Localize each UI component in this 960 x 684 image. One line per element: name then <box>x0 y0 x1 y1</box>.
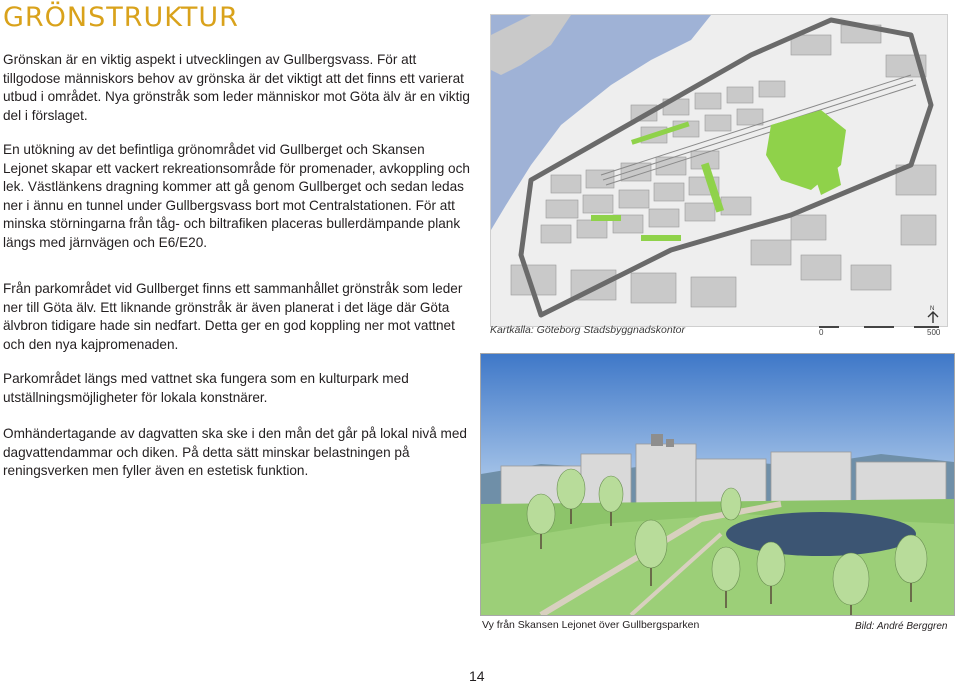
north-label: N <box>930 306 935 312</box>
paragraph-gronstrak: Från parkområdet vid Gullberget finns ett sammanhållet grönstråk som leder ner till Göta älv. Ett liknande grönstråk är även planerat i det läge där Göta älvbron tidigare hade sin nedfart. Detta ger en god koppling ner mot vattnet och den nya kajpromenaden. <box>3 281 463 352</box>
pond-water <box>726 512 916 556</box>
map-caption: Kartkälla: Göteborg Stadsbyggnadskontor <box>490 324 685 336</box>
paragraph-kulturpark: Parkområdet längs med vattnet ska fungera som en kulturpark med utställningsmöjligheter för lokala konstnärer. <box>3 371 409 405</box>
page-title: GRÖNSTRUKTUR <box>3 2 239 33</box>
paragraph-dagvatten: Omhändertagande av dagvatten ska ske i den mån det går på lokal nivå med dagvattendammar och diken. På detta sätt minskar belastningen på reningsverken men fyller även en estetisk funktion. <box>3 426 467 479</box>
page-number: 14 <box>469 668 485 684</box>
park-photo <box>480 353 955 616</box>
north-arrow-icon <box>926 305 940 323</box>
paragraph-intro: Grönskan är en viktig aspekt i utvecklingen av Gullbergsvass. För att tillgodose människors behov av grönska är det viktigt att det finns ett varierat utbud i området. Nya grönstråk som leder människor mot Göta älv är en viktig del i förslaget. <box>3 52 470 123</box>
photo-caption: Vy från Skansen Lejonet över Gullbergsparken <box>482 619 700 631</box>
scale-start-label: 0 <box>819 328 824 337</box>
site-map <box>490 14 948 327</box>
scale-end-label: 500 <box>927 328 941 337</box>
paragraph-gullberget: En utökning av det befintliga grönområdet vid Gullberget och Skansen Lejonet skapar ett vackert rekreationsområde för promenader, avkoppling och lek. Västlänkens dragning kommer att gå genom Gullberget och sedan ledas ner i ännu en tunnel under Gullbergsvass bort mot Centralstationen. För att minska störningarna från tåg- och biltrafiken placeras bullerdämpande plank längs med järnvägen och E6/E20. <box>3 142 470 250</box>
photo-credit: Bild: André Berggren <box>855 621 948 632</box>
